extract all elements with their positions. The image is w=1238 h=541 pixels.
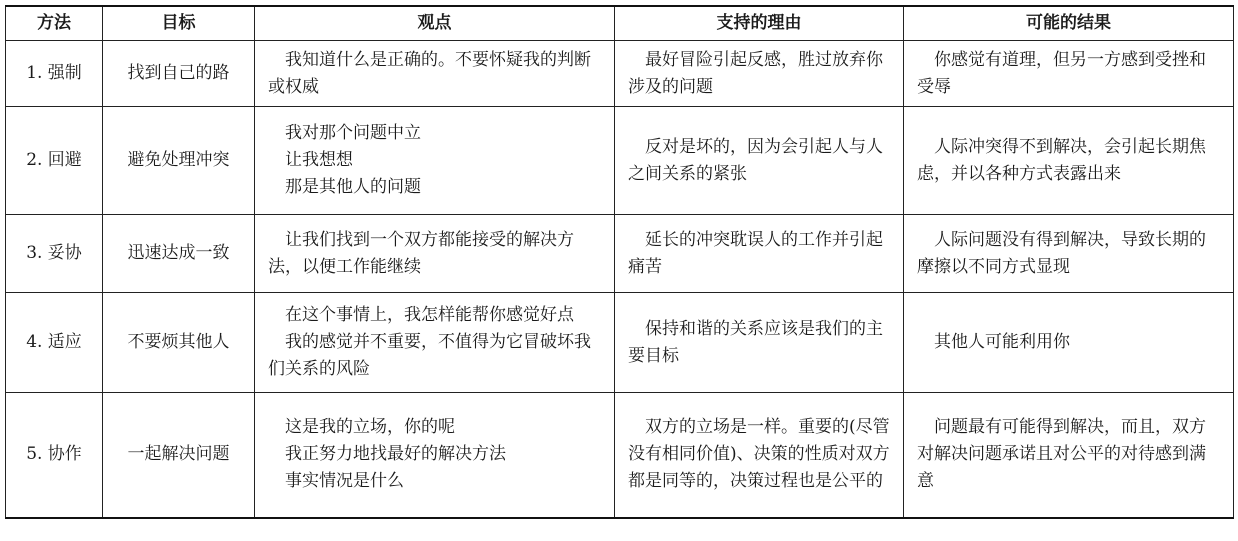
views-cell bbox=[255, 393, 615, 518]
result-text: 你感觉有道理，但另一方感到受挫和受辱 bbox=[917, 49, 1206, 97]
header-views: 观点 bbox=[255, 6, 615, 41]
result-text: 其他人可能利用你 bbox=[934, 332, 1070, 352]
reason-text: 反对是坏的，因为会引起人与人之间关系的紧张 bbox=[628, 136, 883, 184]
reason-cell bbox=[615, 293, 904, 393]
header-method: 方法 bbox=[6, 6, 103, 41]
reason-cell bbox=[615, 215, 904, 293]
views-cell bbox=[255, 41, 615, 107]
method-cell: 2. 回避 bbox=[6, 107, 103, 215]
reason-text: 延长的冲突耽误人的工作并引起痛苦 bbox=[628, 229, 883, 277]
header-goal: 目标 bbox=[103, 6, 255, 41]
result-text: 人际问题没有得到解决，导致长期的摩擦以不同方式显现 bbox=[917, 229, 1206, 277]
view-line: 我正努力地找最好的解决方法 bbox=[285, 444, 506, 465]
view-line: 在这个事情上，我怎样能帮你感觉好点 bbox=[285, 305, 574, 325]
reason-cell bbox=[615, 393, 904, 518]
method-cell: 4. 适应 bbox=[6, 293, 103, 393]
conflict-methods-table bbox=[5, 5, 1234, 519]
table-row bbox=[6, 393, 1234, 518]
header-reason: 支持的理由 bbox=[615, 6, 904, 41]
table-row bbox=[6, 293, 1234, 393]
reason-cell bbox=[615, 107, 904, 215]
reason-text: 双方的立场是一样。重要的(尽管没有相同价值)、决策的性质对双方都是同等的，决策过程也是公平的 bbox=[628, 417, 890, 492]
view-line: 事实情况是什么 bbox=[285, 471, 404, 492]
views-cell bbox=[255, 107, 615, 215]
view-line: 那是其他人的问题 bbox=[285, 177, 421, 197]
result-cell bbox=[904, 215, 1234, 293]
views-cell bbox=[255, 215, 615, 293]
reason-text: 最好冒险引起反感，胜过放弃你涉及的问题 bbox=[628, 49, 883, 97]
goal-cell: 不要烦其他人 bbox=[103, 293, 255, 393]
result-text: 人际冲突得不到解决，会引起长期焦虑，并以各种方式表露出来 bbox=[917, 136, 1206, 184]
method-cell: 5. 协作 bbox=[6, 393, 103, 518]
views-cell bbox=[255, 293, 615, 393]
goal-cell: 一起解决问题 bbox=[103, 393, 255, 518]
table-row bbox=[6, 215, 1234, 293]
method-cell: 3. 妥协 bbox=[6, 215, 103, 293]
result-cell bbox=[904, 393, 1234, 518]
view-line: 让我想想 bbox=[285, 150, 353, 170]
view-line: 我的感觉并不重要，不值得为它冒破坏我们关系的风险 bbox=[268, 332, 591, 379]
reason-text: 保持和谐的关系应该是我们的主要目标 bbox=[628, 318, 883, 366]
goal-cell: 迅速达成一致 bbox=[103, 215, 255, 293]
goal-cell: 找到自己的路 bbox=[103, 41, 255, 107]
view-line: 我知道什么是正确的。不要怀疑我的判断或权威 bbox=[268, 49, 591, 97]
view-line: 我对那个问题中立 bbox=[285, 123, 421, 143]
result-cell bbox=[904, 107, 1234, 215]
result-cell bbox=[904, 41, 1234, 107]
method-cell: 1. 强制 bbox=[6, 41, 103, 107]
goal-cell: 避免处理冲突 bbox=[103, 107, 255, 215]
header-row bbox=[6, 6, 1234, 41]
result-cell bbox=[904, 293, 1234, 393]
reason-cell bbox=[615, 41, 904, 107]
result-text: 问题最有可能得到解决，而且，双方对解决问题承诺且对公平的对待感到满意 bbox=[917, 417, 1206, 492]
view-line: 这是我的立场，你的呢 bbox=[285, 417, 455, 438]
table-row bbox=[6, 41, 1234, 107]
table-row bbox=[6, 107, 1234, 215]
header-result: 可能的结果 bbox=[904, 6, 1234, 41]
view-line: 让我们找到一个双方都能接受的解决方法，以便工作能继续 bbox=[268, 229, 574, 277]
